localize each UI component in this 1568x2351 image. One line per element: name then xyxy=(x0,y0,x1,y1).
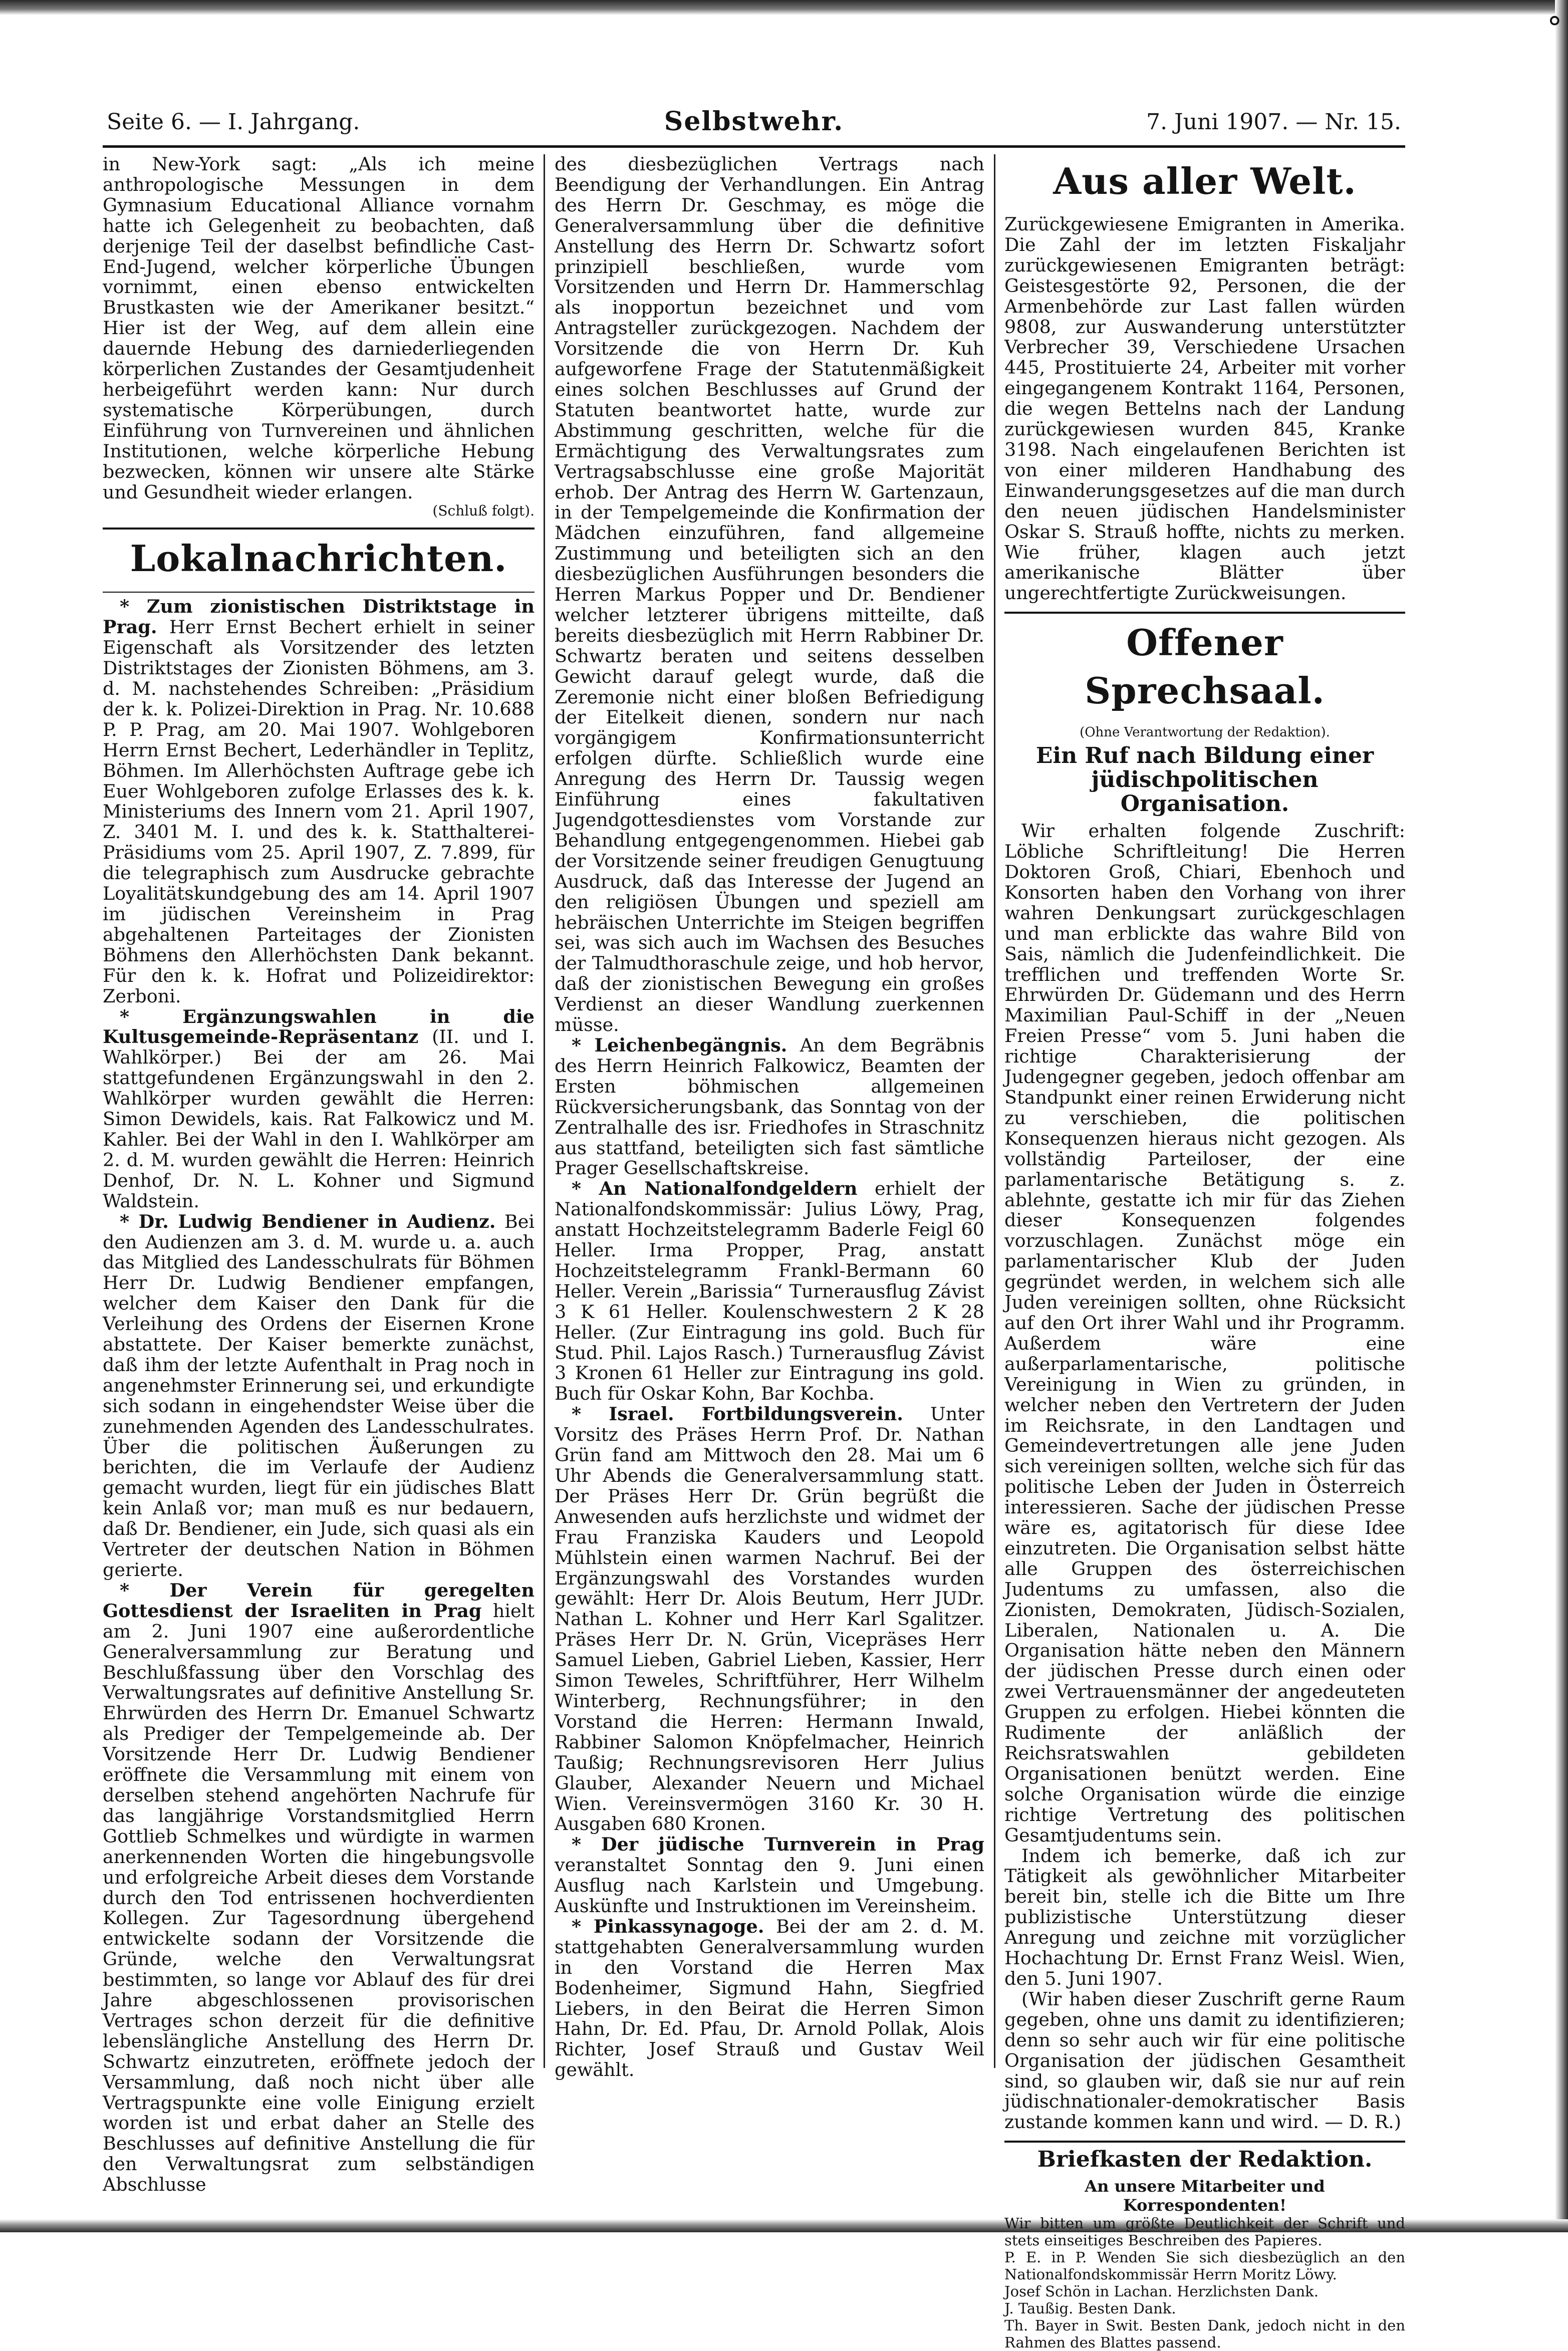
mailbox-item: P. E. in P. Wenden Sie sich diesbezüglich an den Nationalfondskommissär Herrn Moritz Löwy. xyxy=(1004,2249,1405,2283)
section-divider xyxy=(103,592,535,593)
news-item-lead: * An Nationalfondgeldern xyxy=(572,1178,858,1200)
news-item-text: Unter Vorsitz des Präses Herrn Prof. Dr. Nathan Grün fand am Mittwoch den 28. Mai um 6 Uhr Abends die Generalversammlung statt. Der Präses Herr Dr. Grün begrüßt die Anwesenden aufs herzlichste und widmet der Frau Franziska Kauders und Leopold Mühlstein einen warmen Nachruf. Bei der Ergänzungswahl des Vorstandes wurden gewählt: Herr Dr. Alois Beutum, Herr JUDr. Nathan L. Kohner und Herr Karl Sgalitzer. Präses Herr Dr. N. Grün, Vicepräses Herr Samuel Lieben, Gabriel Lieben, Kassier, Herr Simon Teweles, Schriftführer, Herr Wilhelm Winterberg, Rechnungsführer; in den Vorstand die Herren: Hermann Inwald, Rabbiner Salomon Knöpfelmacher, Heinrich Taußig; Rechnungsrevisoren Herr Julius Glauber, Alexander Neuern und Michael Wien. Vereinsvermögen 3160 Kr. 30 H. Ausgaben 680 Kronen. xyxy=(555,1403,984,1835)
mailbox-intro: Wir bitten um größte Deutlichkeit der Schrift und stets einseitiges Beschreiben des Papieres. xyxy=(1004,2215,1405,2249)
column-3 xyxy=(1004,154,1405,2351)
page-corner-mark: ∘ xyxy=(1545,3,1564,38)
news-item-text: erhielt der Nationalfondskommissär: Julius Löwy, Prag, anstatt Hochzeitstelegramm Baderle Feigl 60 Heller. Irma Propper, Prag, anstatt Hochzeitstelegramm Frankl-Bermann 60 Heller. Verein „Barissia“ Turnerausflug Závist 3 K 61 Heller. Koulenschwestern 2 K 28 Heller. (Zur Eintragung ins gold. Buch für Stud. Phil. Lajos Rasch.) Turnerausflug Závist 3 Kronen 61 Heller zur Eintragung ins gold. Buch für Oskar Kohn, Bar Kochba. xyxy=(555,1178,985,1405)
news-item-lead: * Pinkassynagoge. xyxy=(572,1915,764,1937)
mailbox-item: J. Taußig. Besten Dank. xyxy=(1004,2300,1176,2317)
news-item xyxy=(555,1917,984,2080)
mailbox-lead: An unsere Mitarbeiter und Korrespondenten! xyxy=(1085,2177,1325,2215)
page-number-label: Seite 6. — I. Jahrgang. xyxy=(107,109,360,135)
news-item-text: Bei der am 2. d. M. stattgehabten Generalversammlung wurden in den Vorstand die Herren Max Bodenheimer, Sigmund Hahn, Siegfried Liebers, in den Beirat die Herren Simon Hahn, Dr. Ed. Pfau, Dr. Arnold Pollak, Alois Richter, Josef Strauß und Gustav Weil gewählt. xyxy=(555,1915,984,2081)
scan-edge-top xyxy=(0,0,1568,15)
news-item-text: (II. und I. Wahlkörper.) Bei der am 26. Mai stattgefundenen Ergänzungswahl in den 2. Wahlkörper wurden gewählt die Herren: Simon Dewidels, kais. Rat Falkowicz und M. Kahler. Bei der Wahl in den I. Wahlkörper am 2. d. M. wurden gewählt die Herren: Heinrich Denhof, Dr. N. L. Kohner und Sigmund Waldstein. xyxy=(103,1026,535,1212)
continued-article-text: in New-York sagt: „Als ich meine anthropologische Messungen in dem Gymnasium Educational Alliance vornahm hatte ich Gelegenheit zu beobachten, daß derjenige Teil der daselbst befindliche Cast-End-Jugend, welcher körperliche Übungen vornimmt, einen ebenso entwickelten Brustkasten wie der Amerikaner besitzt.“ Hier ist der Weg, auf dem allein eine dauernde Hebung des darniederliegenden körperlichen Zustandes der Gesamtjudenheit herbeigeführt werden kann: Nur durch systematische Körperübungen, durch Einführung von Turnvereinen und ähnlichen Institutionen, welche körperliche Hebung bezwecken, können wir unsere alte Stärke und Gesundheit wieder erlangen. xyxy=(103,153,535,503)
article-headline: Ein Ruf nach Bildung einer jüdischpolitischen Organisation. xyxy=(1035,743,1374,817)
section-divider xyxy=(1004,2141,1405,2143)
continued-article-signoff: (Schluß folgt). xyxy=(432,502,535,519)
section-divider xyxy=(1004,612,1405,614)
section-title-lokalnachrichten: Lokalnachrichten. xyxy=(130,537,507,580)
section-divider xyxy=(103,528,535,530)
issue-date-label: 7. Juni 1907. — Nr. 15. xyxy=(1146,109,1401,135)
news-item-lead: * Zum zionistischen Distriktstage in Prag. xyxy=(103,596,535,638)
news-item-lead: * Der Verein für geregelten Gottesdienst der Israeliten in Prag xyxy=(103,1579,535,1622)
news-item xyxy=(103,1212,535,1581)
news-item-lead: * Der jüdische Turnverein in Prag xyxy=(572,1834,984,1856)
column-1 xyxy=(103,153,535,2196)
news-item-text: Bei den Audienzen am 3. d. M. wurde u. a. auch das Mitglied des Landesschulrats für Böhmen Herr Dr. Ludwig Bendiener empfangen, welcher dem Kaiser den Dank für die Verleihung des Ordens der Eisernen Krone abstattete. Der Kaiser bemerkte zunächst, daß ihm der letzte Aufenthalt in Prag noch in angenehmster Erinnerung sei, und erkundigte sich sodann in eingehendster Weise über die zunehmenden Agenden des Landesschulrates. Über die politischen Äußerungen zu berichten, die im Verlaufe der Audienz gemacht wurden, liegt für ein jüdisches Blatt kein Anlaß vor; man muß es nur bedauern, daß Dr. Bendiener, ein Jude, sich quasi als ein Vertreter der deutschen Nation in Böhmen gerierte. xyxy=(103,1210,535,1581)
mailbox-item: Josef Schön in Lachan. Herzlichsten Dank. xyxy=(1004,2283,1319,2300)
continued-article-text: des diesbezüglichen Vertrags nach Beendigung der Verhandlungen. Ein Antrag des Herrn Dr. Geschmay, es möge die Generalversammlung über die definitive Anstellung des Herrn Dr. Schwartz sofort prinzipiell beschließen, wurde vom Vorsitzenden und Herrn Dr. Hammerschlag als inopportun bezeichnet und vom Antragsteller zurückgezogen. Nachdem der Vorsitzende die von Herrn Dr. Kuh aufgeworfene Frage der Statutenmäßigkeit eines solchen Beschlusses auf Grund der Statuten beantwortet hatte, wurde zur Abstimmung geschritten, welche für die Ermächtigung des Verwaltungsrates zum Vertragsabschlusse eine große Majorität erhob. Der Antrag des Herrn W. Gartenzaun, in der Tempelgemeinde die Konfirmation der Mädchen einzuführen, fand allgemeine Zustimmung und beteiligten sich an den diesbezüglichen Ausführungen besonders die Herren Markus Popper und Dr. Bendiener welcher letzterer übrigens mitteilte, daß bereits diesbezüglich mit Herrn Rabbiner Dr. Schwartz beraten und seitens desselben Gewicht darauf gelegt wurde, daß die Zeremonie nicht einer bloßen Befriedigung der Eitelkeit dienen, sondern nur nach vorgängigem Konfirmationsunterricht erfolgen dürfte. Schließlich wurde eine Anregung des Herrn Dr. Taussig wegen Einführung eines fakultativen Jugendgottesdienstes vom Vorstande zur Behandlung entgegengenommen. Hiebei gab der Vorsitzende seiner freudigen Genugtuung Ausdruck, daß das Interesse der Jugend an den religiösen Übungen und speziell am hebräischen Unterrichte im Steigen begriffen sei, was sich auch im Wachsen des Besuches der Talmudthoraschule zeige, und hob hervor, daß der zionistischen Bewegung ein großes Verdienst an dieser Wandlung zuerkennen müsse. xyxy=(555,153,984,1036)
column-rule-right xyxy=(994,154,995,2068)
mailbox-item: Th. Bayer in Swit. Besten Dank, jedoch nicht in den Rahmen des Blattes passend. xyxy=(1004,2317,1405,2351)
newspaper-page xyxy=(103,95,1405,2351)
section-title-aus-aller-welt: Aus aller Welt. xyxy=(1053,160,1357,202)
news-item xyxy=(555,1404,984,1835)
news-item-lead: * Ergänzungswahlen in die Kultusgemeinde-Repräsentanz xyxy=(103,1005,535,1048)
section-title-briefkasten: Briefkasten der Redaktion. xyxy=(1037,2147,1373,2173)
editor-reply: (Wir haben dieser Zuschrift gerne Raum gegeben, ohne uns damit zu identifizieren; denn so sehr auch wir für eine politische Organisation der jüdischen Gesamtheit sind, so glauben wir, daß sie nur auf rein jüdischnationaler-demokratischer Basis zustande kommen kann und wird. — D. R.) xyxy=(1004,1988,1405,2133)
news-item xyxy=(555,1035,984,1179)
news-item-text: An dem Begräbnis des Herrn Heinrich Falkowicz, Beamten der Ersten böhmischen allgemeinen Rückversicherungsbank, das Sonntag von der Zentralhalle des isr. Friedhofes in Straschnitz aus stattfand, beteiligten sich fast sämtliche Prager Gesellschaftskreise. xyxy=(555,1034,984,1179)
news-item-lead: * Dr. Ludwig Bendiener in Audienz. xyxy=(120,1210,496,1232)
section-title-offener-sprechsaal: Offener Sprechsaal. xyxy=(1085,621,1325,712)
news-item xyxy=(555,1179,984,1404)
column-rule-left xyxy=(544,154,545,2068)
section-body-aus-aller-welt: Zurückgewiesene Emigranten in Amerika. Die Zahl der im letzten Fiskaljahr zurückgewiesenen Emigranten beträgt: Geistesgestörte 92, Personen, die der Armenbehörde zur Last fallen würden 9808, zur Auswanderung unterstützter Verbrecher 39, Verschiedene Ursachen 445, Prostituierte 24, Arbeiter mit vorher eingegangenem Kontrakt 1164, Personen, die wegen Bettelns nach der Landung zurückgewiesen wurden 845, Kranke 3198. Nach eingelaufenen Berichten ist von einer milderen Handhabung des Einwanderungsgesetzes auf die man durch den neuen jüdischen Handelsminister Oskar S. Strauß hoffte, nichts zu merken. Wie früher, klagen auch jetzt amerikanische Blätter über ungerechtfertigte Zurückweisungen. xyxy=(1004,213,1405,604)
editorial-disclaimer: (Ohne Verantwortung der Redaktion). xyxy=(1080,725,1330,740)
news-item xyxy=(555,1835,984,1917)
news-item xyxy=(103,597,535,1006)
running-head xyxy=(103,105,1405,148)
letter-paragraph: Wir erhalten folgende Zuschrift: Löbliche Schriftleitung! Die Herren Doktoren Groß, Chiari, Ebenhoch und Konsorten haben den Vorhang von ihrer wahren Denkungsart zurückgeschlagen und man erblickte das wahre Bild von Sais, nämlich die Judenfeindlichkeit. Die trefflichen und treffenden Worte Sr. Ehrwürden Dr. Güdemann und des Herrn Maximilian Paul-Schiff in der „Neuen Freien Presse“ vom 5. Juni haben die richtige Charakterisierung der Judengegner gegeben, jedoch offenbar am Standpunkt einer reinen Erwiderung nicht zu verschieben, die politischen Konsequenzen hieraus nicht gezogen. Als vollständig Parteiloser, der eine parlamentarische Betätigung s. z. ablehnte, gestatte ich mir für das Ziehen dieser Konsequenzen folgendes vorzuschlagen. Zunächst möge ein parlamentarischer Klub der Juden gegründet werden, in welchem sich alle Juden vereinigen sollten, ohne Rücksicht auf den Ort ihrer Wahl und ihr Programm. Außerdem wäre eine außerparlamentarische, politische Vereinigung in Wien zu gründen, in welcher neben den Vertretern der Juden im Reichsrate, in den Landtagen und Gemeindevertretungen alle jene Juden sich vereinigen sollten, welche sich für das politische Leben der Juden in Österreich interessieren. Sache der jüdischen Presse wäre es, agitatorisch für diese Idee einzutreten. Die Organisation selbst hätte alle Gruppen des österreichischen Judentums zu umfassen, also die Zionisten, Demokraten, Jüdisch-Sozialen, Liberalen, Nationalen u. A. Die Organisation hätte neben den Männern der jüdischen Presse durch einen oder zwei Vertrauensmänner der angedeuteten Gruppen zu erfolgen. Hiebei könnten die Rudimente der anläßlich der Reichsratswahlen gebildeten Organisationen benützt werden. Eine solche Organisation würde die einzige richtige Vertretung des politischen Gesamtjudentums sein. xyxy=(1004,820,1405,1846)
news-item-lead: * Leichenbegängnis. xyxy=(572,1034,788,1056)
news-item-text: veranstaltet Sonntag den 9. Juni einen Ausflug nach Karlstein und Umgebung. Auskünfte und Instruktionen im Vereinsheim. xyxy=(555,1854,984,1917)
news-item-text: hielt am 2. Juni 1907 eine außerordentliche Generalversammlung zur Beratung und Beschlußfassung über den Vorschlag des Verwaltungsrates auf definitive Anstellung Sr. Ehrwürden des Herrn Dr. Emanuel Schwartz als Prediger der Tempelgemeinde ab. Der Vorsitzende Herr Dr. Ludwig Bendiener eröffnete die Versammlung mit einem von derselben stehend angehörten Nachrufe für das langjährige Vorstandsmitglied Herrn Gottlieb Schmelkes und würdigte in warmen anerkennenden Worten die hingebungsvolle und erfolgreiche Arbeit dieses dem Vorstande durch den Tod entrissenen hochverdienten Kollegen. Zur Tagesordnung übergehend entwickelte sodann der Vorsitzende die Gründe, welche den Verwaltungsrat bestimmten, so lange vor Ablauf des für drei Jahre abgeschlossenen provisorischen Vertrages schon derzeit für die definitive lebenslängliche Anstellung des Herrn Dr. Schwartz einzutreten, eröffnete jedoch der Versammlung, daß noch nicht über alle Vertragspunkte eine volle Einigung erzielt worden ist und erbat daher an Stelle des Beschlusses auf definitive Anstellung die für den Verwaltungsrat zum selbständigen Abschlusse xyxy=(103,1600,535,2196)
news-item-text: Herr Ernst Bechert erhielt in seiner Eigenschaft als Vorsitzender des letzten Distriktstages der Zionisten Böhmens, am 3. d. M. nachstehendes Schreiben: „Präsidium der k. k. Polizei-Direktion in Prag. Nr. 10.688 P. P. Prag, am 20. Mai 1907. Wohlgeboren Herrn Ernst Bechert, Lederhändler in Teplitz, Böhmen. Im Allerhöchsten Auftrage gebe ich Euer Wohlgeboren zufolge Erlasses des k. k. Ministeriums des Innern vom 21. April 1907, Z. 3401 M. I. und des k. k. Statthalterei-Präsidiums vom 25. April 1907, Z. 7.899, für die telegraphisch zum Ausdrucke gebrachte Loyalitätskundgebung des am 14. April 1907 im jüdischen Vereinsheim in Prag abgehaltenen Parteitages der Zionisten Böhmens den Allerhöchsten Dank bekannt. Für den k. k. Hofrat und Polizeidirektor: Zerboni. xyxy=(103,616,535,1007)
news-item-lead: * Israel. Fortbildungsverein. xyxy=(572,1403,903,1425)
column-2 xyxy=(555,153,985,2081)
news-item xyxy=(103,1581,535,2195)
masthead-title: Selbstwehr. xyxy=(664,106,844,137)
letter-paragraph: Indem ich bemerke, daß ich zur Tätigkeit als gewöhnlicher Mitarbeiter bereit bin, stelle ich die Bitte um Ihre publizistische Unterstützung dieser Anregung und zeichne mit vorzüglicher Hochachtung Dr. Ernst Franz Weisl. Wien, den 5. Juni 1907. xyxy=(1004,1845,1405,1989)
scan-edge-right xyxy=(1555,0,1568,2232)
news-item xyxy=(103,1007,535,1212)
